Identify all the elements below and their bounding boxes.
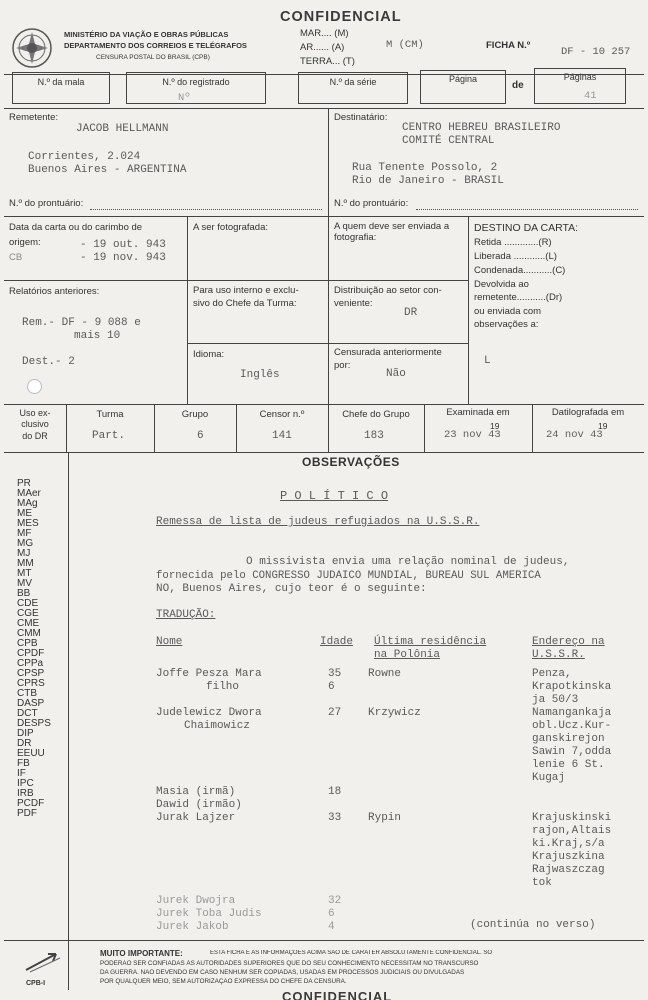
- observacoes-heading: P O L Í T I C O: [280, 489, 389, 503]
- footer-line-4: POR QUALQUER MEIO, SEM AUTORIZAÇÃO EXPRESSA DO CHEFE DA CENSURA.: [100, 978, 347, 985]
- turma-label: Turma: [96, 409, 124, 420]
- recipient-label: Destinatário:: [334, 112, 388, 123]
- uso-interno-label-1: Para uso interno e exclu-: [193, 285, 299, 296]
- rule-codes-divider: [68, 452, 69, 940]
- code-eeuu: EEUU: [17, 748, 45, 759]
- footer-line-2: PODERÃO SER CONFIADAS ÀS AUTORIDADES SUPERIORES QUE DO SEU CONHECIMENTO NECESSITAM NO TRANSCURSO: [100, 960, 479, 967]
- dates-label-2: origem:: [9, 237, 41, 248]
- code-cge: CGE: [17, 608, 39, 619]
- grupo-label: Grupo: [181, 409, 209, 420]
- code-ipc: IPC: [17, 778, 34, 789]
- destino-retida: Retida .............(R): [474, 237, 552, 248]
- destino-title: DESTINO DA CARTA:: [474, 222, 579, 234]
- traducao-label: TRADUÇÃO:: [156, 609, 216, 621]
- cell-nome: Judelewicz Dwora: [156, 707, 262, 719]
- footer-title: CONFIDENCIAL: [282, 989, 393, 1000]
- rule-dates-top: [4, 216, 644, 217]
- censor-value: 141: [272, 430, 292, 442]
- sender-address-1: Corrientes, 2.024: [28, 151, 141, 163]
- arrow-icon: [22, 948, 66, 974]
- de-label: de: [512, 80, 524, 91]
- distribuicao-label-1: Distribuição ao setor con-: [334, 285, 442, 296]
- col-nome: Nome: [156, 636, 183, 648]
- cell-nome: Jurek Toba Judis: [156, 908, 262, 920]
- rule-footer-divider: [68, 940, 69, 990]
- code-pr: PR: [17, 478, 31, 489]
- recipient-prontuario-label: N.º do prontuário:: [334, 198, 409, 209]
- footer-important: MUITO IMPORTANTE:: [100, 949, 183, 958]
- code-dct: DCT: [17, 708, 38, 719]
- cell-nome: Joffe Pesza Mara: [156, 668, 262, 680]
- code-mv: MV: [17, 578, 32, 589]
- cell-residencia: Rowne: [368, 668, 402, 680]
- examinada-year: 19: [490, 421, 500, 431]
- cell-endereco: Krajuszkina: [532, 851, 605, 863]
- paginas-label: Páginas: [563, 72, 597, 82]
- destino-devolvida-1: Devolvida ao: [474, 279, 529, 290]
- cell-idade: 6: [328, 681, 335, 693]
- relatorios-line-3: Dest.- 2: [22, 356, 75, 368]
- idioma-label: Idioma:: [193, 349, 225, 360]
- sender-address-2: Buenos Aires - ARGENTINA: [28, 164, 187, 176]
- cell-endereco: Namangankaja: [532, 707, 612, 719]
- cell-nome: Chaimowicz: [184, 720, 251, 732]
- code-cde: CDE: [17, 598, 39, 609]
- censurada-value: Não: [386, 368, 406, 380]
- sender-name: JACOB HELLMANN: [76, 123, 169, 135]
- code-cpsp: CPSP: [17, 668, 45, 679]
- idioma-value: Inglês: [240, 369, 280, 381]
- sender-prontuario-label: N.º do prontuário:: [9, 198, 84, 209]
- code-bb: BB: [17, 588, 31, 599]
- cell-nome: Jurek Dwojra: [156, 895, 236, 907]
- rule-relatorios-top: [4, 280, 468, 281]
- chefe-value: 183: [364, 430, 384, 442]
- relatorios-label: Relatórios anteriores:: [9, 286, 100, 297]
- destino-value: L: [484, 355, 491, 367]
- cell-nome: filho: [206, 681, 240, 693]
- observacoes-para-1: O missivista envia uma relação nominal de judeus,: [246, 556, 570, 568]
- route-ar: AR...... (A): [300, 42, 345, 53]
- rule-relatorios-1: [187, 280, 188, 404]
- relatorios-line-1: Rem.- DF - 9 088 e: [22, 317, 141, 329]
- censurada-label-1: Censurada anteriormente: [334, 347, 442, 358]
- rule-staff-top: [4, 404, 644, 405]
- footer-line-1: ESTA FICHA E AS INFORMAÇÕES ACIMA SÃO DE CARATER ABSOLUTAMENTE CONFIDENCIAL. SÓ: [210, 950, 493, 956]
- code-mt: MT: [17, 568, 32, 579]
- recipient-prontuario-line: [416, 209, 638, 210]
- pagina-label: Página: [448, 74, 478, 84]
- section-codes: [17, 479, 67, 819]
- punch-hole: [27, 379, 42, 394]
- footer-line-3: DA GUERRA. NÃO DEVENDO EM CASO NENHUM SER COPIADAS, USADAS EM PROCESSOS JUDICIAIS OU DIVULGADAS: [100, 969, 465, 976]
- col-ultima-2: na Polônia: [374, 649, 441, 661]
- cell-idade: 33: [328, 812, 342, 824]
- code-cppa: CPPa: [17, 658, 44, 669]
- mala-label: N.º da mala: [37, 77, 85, 87]
- route-value: M (CM): [386, 39, 424, 51]
- col-ultima-1: Última residência: [374, 636, 487, 648]
- cell-endereco: Sawin 7,odda: [532, 746, 612, 758]
- staff-uso-label: Uso ex- clusivo do DR: [19, 408, 51, 441]
- datilografada-value: 24 nov 43: [546, 429, 603, 441]
- photo-to-whom-label: A quem deve ser enviada a fotografia:: [334, 221, 450, 243]
- col-idade: Idade: [320, 636, 354, 648]
- destino-enviada-2: observações a:: [474, 319, 539, 330]
- ficha-label: FICHA N.º: [486, 40, 531, 51]
- rule-staff-bottom: [4, 452, 644, 453]
- code-if: IF: [17, 768, 26, 779]
- observacoes-para-2: fornecida pelo CONGRESSO JUDAICO MUNDIAL, BUREAU SUL AMERICA: [156, 570, 541, 582]
- rule-sender-top: [4, 108, 644, 109]
- cell-endereco: obl.Ucz.Kur-: [532, 720, 612, 732]
- code-me: ME: [17, 508, 32, 519]
- relatorios-line-2: mais 10: [74, 330, 121, 342]
- rule-sender-divider: [328, 108, 329, 216]
- dates-label-1: Data da carta ou do carimbo de: [9, 222, 143, 233]
- code-pcdf: PCDF: [17, 798, 45, 809]
- service-name: CENSURA POSTAL DO BRASIL (CPB): [96, 54, 210, 61]
- observacoes-subject: Remessa de lista de judeus refugiados na U.S.S.R.: [156, 516, 480, 528]
- turma-value: Part.: [92, 430, 126, 442]
- department-name: DEPARTAMENTO DOS CORREIOS E TELÉGRAFOS: [64, 41, 247, 50]
- code-ctb: CTB: [17, 688, 37, 699]
- cell-idade: 6: [328, 908, 335, 920]
- cell-nome: Jurak Lajzer: [156, 812, 236, 824]
- cell-nome: Masia (irmã): [156, 786, 236, 798]
- chefe-label: Chefe do Grupo: [342, 409, 410, 420]
- rule-dates-2: [328, 216, 329, 404]
- code-mf: MF: [17, 528, 32, 539]
- destino-liberada: Liberada ............(L): [474, 251, 557, 262]
- examinada-value: 23 nov 43: [444, 429, 501, 441]
- code-cpdf: CPDF: [17, 648, 45, 659]
- rule-dates-1: [187, 216, 188, 280]
- code-pdf: PDF: [17, 808, 37, 819]
- sender-label: Remetente:: [9, 112, 59, 123]
- rule-dates-3: [468, 216, 469, 404]
- code-irb: IRB: [17, 788, 34, 799]
- recipient-address-1: Rua Tenente Possolo, 2: [352, 162, 498, 174]
- route-mar: MAR.... (M): [300, 28, 349, 39]
- cell-residencia: Krzywicz: [368, 707, 421, 719]
- cell-residencia: Rypin: [368, 812, 402, 824]
- datilografada-label: Datilografada em: [551, 407, 625, 418]
- code-mag: MAg: [17, 498, 38, 509]
- code-mg: MG: [17, 538, 34, 549]
- cell-endereco: ki.Kraj,s/a: [532, 838, 605, 850]
- code-mm: MM: [17, 558, 34, 569]
- continue-note: (continúa no verso): [470, 919, 596, 931]
- serie-label: N.º da série: [329, 77, 377, 87]
- rule-idioma-top: [187, 343, 468, 344]
- ficha-value: DF - 10 257: [561, 46, 631, 58]
- cell-nome: Dawid (irmão): [156, 799, 242, 811]
- rule-footer-top: [4, 940, 644, 941]
- examinada-label: Examinada em: [446, 407, 510, 418]
- origin-date: - 19 out. 943: [80, 239, 166, 251]
- recipient-address-2: Rio de Janeiro - BRASIL: [352, 175, 504, 187]
- cell-idade: 35: [328, 668, 342, 680]
- cell-endereco: ja 50/3: [532, 694, 579, 706]
- censurada-label-2: por:: [334, 360, 351, 371]
- code-mj: MJ: [17, 548, 31, 559]
- code-cme: CME: [17, 618, 40, 629]
- observacoes-title: OBSERVAÇÕES: [302, 455, 400, 469]
- cell-endereco: tok: [532, 877, 552, 889]
- code-cpb: CPB: [17, 638, 38, 649]
- registro-label: N.º do registrado: [162, 77, 230, 87]
- page-title: CONFIDENCIAL: [280, 9, 402, 25]
- cell-endereco: lenie 6 St.: [532, 759, 605, 771]
- emblem-icon: [10, 26, 54, 70]
- uso-interno-label-2: sivo do Chefe da Turma:: [193, 298, 297, 309]
- cell-idade: 4: [328, 921, 335, 933]
- route-terra: TERRA... (T): [300, 56, 355, 67]
- cell-endereco: Penza,: [532, 668, 572, 680]
- cpb-code: CPB-I: [26, 980, 46, 987]
- code-desps: DESPS: [17, 718, 51, 729]
- cell-idade: 18: [328, 786, 342, 798]
- code-dip: DIP: [17, 728, 34, 739]
- code-maer: MAer: [17, 488, 41, 499]
- code-cprs: CPRS: [17, 678, 45, 689]
- sender-prontuario-line: [90, 209, 322, 210]
- destino-condenada: Condenada...........(C): [474, 265, 566, 276]
- cell-endereco: Krajuskinski: [532, 812, 612, 824]
- cell-endereco: rajon,Altais: [532, 825, 612, 837]
- distribuicao-label-2: veniente:: [334, 298, 373, 309]
- cell-nome: Jurek Jakob: [156, 921, 229, 933]
- paginas-value: 41: [584, 90, 597, 102]
- recipient-name-2: COMITÉ CENTRAL: [402, 135, 495, 147]
- distribuicao-value: DR: [404, 307, 418, 319]
- observacoes-para-3: NO, Buenos Aires, cujo teor é o seguinte:: [156, 583, 427, 595]
- registro-value: Nº: [178, 92, 191, 104]
- cell-endereco: Kugaj: [532, 772, 566, 784]
- code-dr: DR: [17, 738, 32, 749]
- code-cmm: CMM: [17, 628, 41, 639]
- cell-endereco: ganskirejon: [532, 733, 605, 745]
- cell-endereco: Krapotkinska: [532, 681, 612, 693]
- destino-devolvida-2: remetente...........(Dr): [474, 292, 563, 303]
- cell-idade: 32: [328, 895, 342, 907]
- cell-endereco: Rajwaszczag: [532, 864, 605, 876]
- code-mes: MES: [17, 518, 39, 529]
- code-dasp: DASP: [17, 698, 45, 709]
- grupo-value: 6: [197, 430, 204, 442]
- col-endereco-1: Endereço na: [532, 636, 605, 648]
- destino-enviada-1: ou enviada com: [474, 306, 542, 317]
- code-fb: FB: [17, 758, 30, 769]
- cb-date: - 19 nov. 943: [80, 252, 166, 264]
- recipient-name-1: CENTRO HEBREU BRASILEIRO: [402, 122, 561, 134]
- photo-label: A ser fotografada:: [193, 222, 268, 233]
- col-endereco-2: U.S.S.R.: [532, 649, 585, 661]
- cb-label: CB: [9, 252, 23, 263]
- ministry-name: MINISTÉRIO DA VIAÇÃO E OBRAS PÚBLICAS: [64, 30, 229, 39]
- cell-idade: 27: [328, 707, 342, 719]
- censor-label: Censor n.º: [259, 409, 305, 420]
- datilografada-year: 19: [598, 421, 608, 431]
